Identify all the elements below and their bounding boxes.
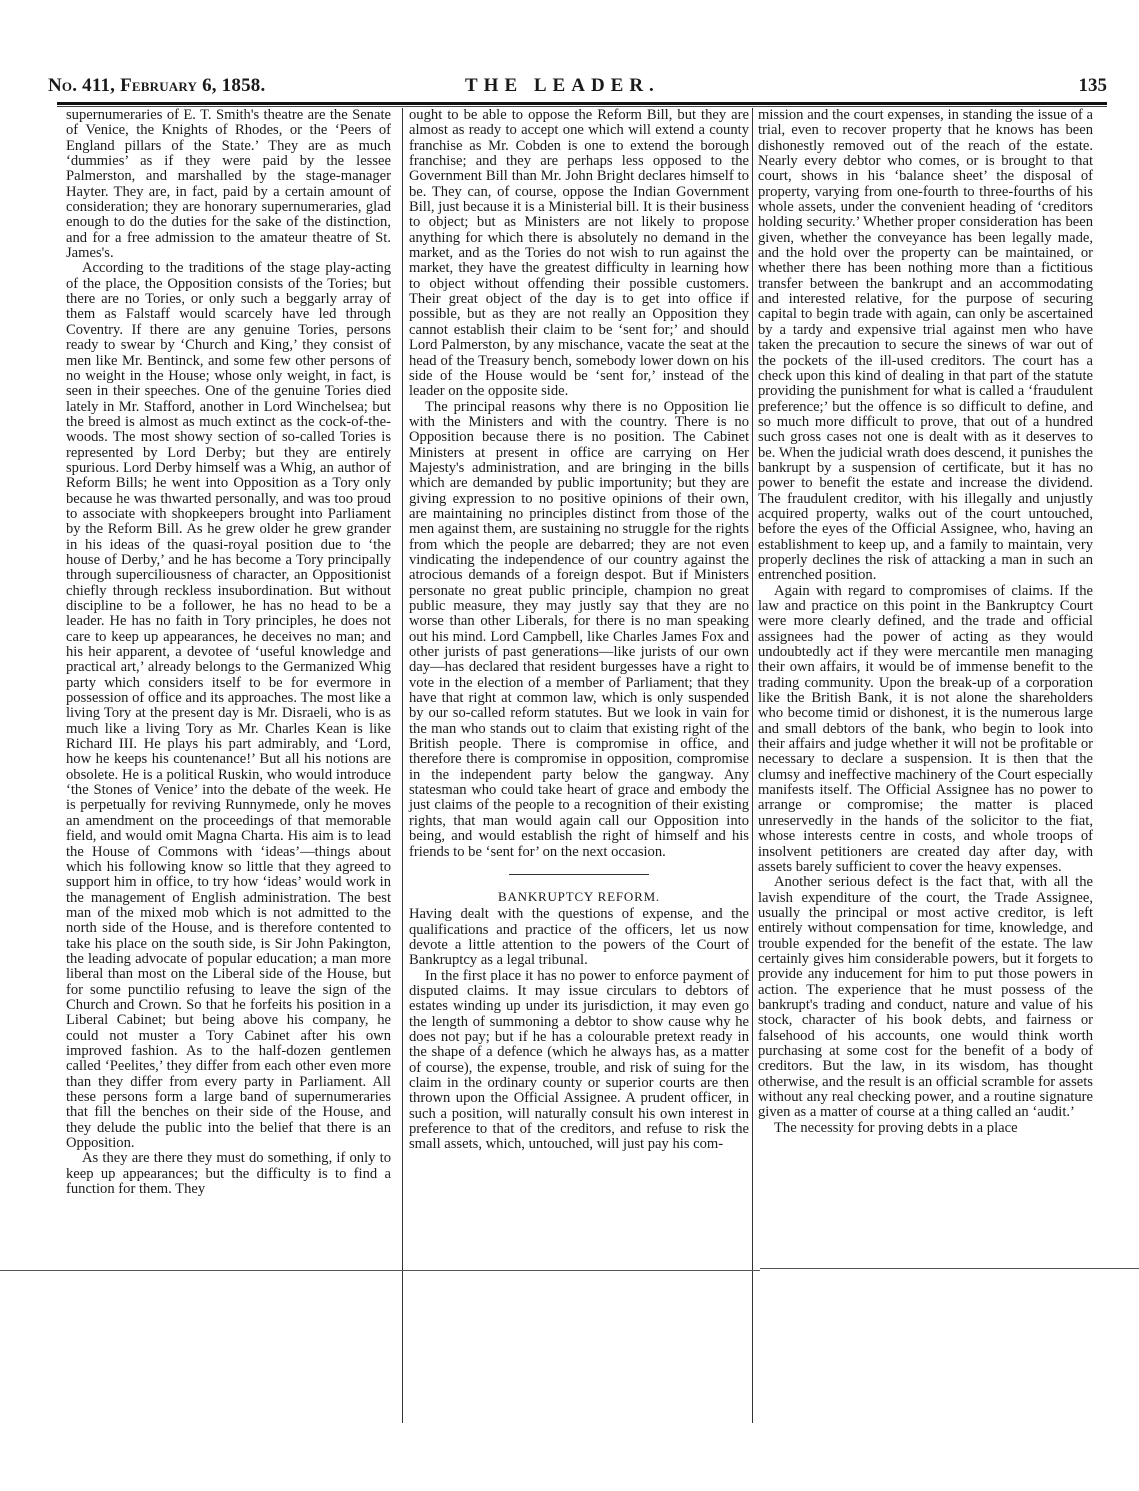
paragraph: mission and the court expenses, in standing the issue of a trial, even to recover property that he knows has been dishonestly removed out of the reach of the estate. Nearly every debtor who comes, or is brought to that court, shows in his ‘balance sheet’ the disposal of property, varying from one-fourth to three-fourths of his whole assets, under the convenient heading of ‘creditors holding security.’ Whether proper consideration has been given, whether the conveyance has been legally made, and the hold over the property can be maintained, or whether there has been nothing more than a fictitious transfer between the bankrupt and an accommodating and interested relative, for the purpose of securing capital to begin trade with again, can only be ascertained by a tardy and expensive trial against men who have taken the precaution to secure the sinews of war out of the pockets of the ill-used creditors. The court has a check upon this kind of dealing in that part of the statute providing the punishment for what is called a ‘fraudulent preference;’ but the offence is so difficult to define, and so much more difficult to prove, that out of a hundred such gross cases not one is dealt with as it deserves to be. When the judicial wrath does descend, it punishes the bankrupt by a suspension of certificate, but it has no power to benefit the estate and increase the dividend. The fraudulent creditor, with his illegally and unjustly acquired property, walks out of the court untouched, before the eyes of the Official Assignee, who, having an establishment to keep up, and a family to maintain, very properly declines the risk of attacking a man in such an entrenched position. — [758, 107, 1093, 584]
paragraph: ought to be able to oppose the Reform Bill, but they are almost as ready to accept one which will extend a county franchise as Mr. Cobden is one to extend the borough franchise; and they are perhaps less opposed to the Government Bill than Mr. John Bright declares himself to be. They can, of course, oppose the Indian Government Bill, just because it is a Ministerial bill. It is their business to object; but as Ministers are not likely to propose anything for which there is absolutely no demand in the market, and as the Tories do not wish to run against the market, they have the greatest difficulty in learning how to object without offending their possible customers. Their great object of the day is to get into office if possible, but as they are not really an Opposition they cannot establish their claim to be ‘sent for;’ and should Lord Palmerston, by any mischance, vacate the seat at the head of the Treasury bench, somebody lower down on his side of the House would be ‘sent for,’ instead of the leader on the opposite side. — [409, 107, 749, 400]
paragraph: The principal reasons why there is no Opposition lie with the Ministers and with the country. There is no Opposition because there is no position. The Cabinet Ministers at present in office are carrying on Her Majesty's administration, and are bringing in the bills which are demanded by public importunity; but they are giving expression to no positive opinions of their own, are maintaining no principles distinct from those of the men against them, are sustaining no struggle for the rights from which the people are debarred; they are not even vindicating the independence of our country against the atrocious demands of a foreign despot. But if Ministers personate no great public principle, champion no great public measure, they may justly say that they are no worse than other Liberals, for there is no man speaking out his mind. Lord Campbell, like Charles James Fox and other jurists of past generations—like jurists of our own day—has declared that resident burgesses have a right to vote in the election of a member of Parliament; that they have that right at common law, which is only suspended by our so-called reform statutes. But we look in vain for the man who stands out to claim that existing right of the British people. There is compromise in office, and therefore there is compromise in opposition, compromise in the independent party below the gangway. Any statesman who could take heart of grace and embody the just claims of the people to a recognition of their existing rights, that man would again call our Opposition into being, and would establish the right of himself and his friends to be ‘sent for’ on the next occasion. — [409, 398, 749, 860]
paragraph: supernumeraries of E. T. Smith's theatre are the Senate of Venice, the Knights of Rhodes, or the ‘Peers of England pillars of the State.’ They are as much ‘dummies’ as if they were paid by the lessee Palmerston, and marshalled by the stage-manager Hayter. They are, in fact, paid by a certain amount of consideration; they are honorary supernumeraries, glad enough to do the duties for the sake of the distinction, and for a free admission to the amateur theatre of St. James's. — [66, 107, 391, 262]
scan-fold-line — [0, 1270, 760, 1271]
paragraph: Another serious defect is the fact that, with all the lavish expenditure of the court, the Trade Assignee, usually the principal or most active creditor, is left entirely without compensation for time, knowledge, and trouble expended for the benefit of the estate. The law certainly gives him considerable powers, but it forgets to provide any inducement for him to put those powers in action. The experience that he must possess of the bankrupt's trading and conduct, nature and value of his stock, character of his book debts, and fairness or falsehood of his accounts, one would think worth purchasing at some cost for the benefit of a body of creditors. But the law, in its wisdom, has thought otherwise, and the result is an official scramble for assets without any real checking power, and a routine signature given as a matter of course at a thing called an ‘audit.’ — [758, 874, 1093, 1121]
column-right — [758, 108, 1093, 1136]
paragraph: The necessity for proving debts in a place — [774, 1119, 1018, 1136]
column-divider — [752, 108, 753, 1423]
newspaper-title: THE LEADER. — [465, 75, 660, 96]
column-divider — [402, 108, 403, 1423]
column-left — [66, 108, 391, 1197]
scan-fold-line — [760, 1268, 1139, 1269]
issue-date: No. 411, February 6, 1858. — [48, 75, 266, 96]
column-middle — [409, 108, 749, 1153]
page-number: 135 — [1078, 75, 1107, 96]
paragraph: In the first place it has no power to enforce payment of disputed claims. It may issue circulars to debtors of estates winding up under its jurisdiction, it may even go the length of summoning a debtor to show cause why he does not pay; but if he has a colourable pretext ready in the shape of a defence (which he always has, as a matter of course), the expense, trouble, and risk of suing for the claim in the ordinary county or superior courts are then thrown upon the Official Assignee. A prudent officer, in such a position, will naturally consult his own interest in preference to that of the creditors, and refuse to risk the small assets, which, untouched, will just pay his com- — [409, 967, 749, 1153]
section-heading: BANKRUPTCY REFORM. — [497, 888, 660, 904]
header-rule — [57, 102, 1107, 105]
masthead — [40, 75, 1125, 97]
paragraph: As they are there they must do something, if only to keep up appearances; but the difficulty is to find a function for them. They — [66, 1150, 391, 1198]
paragraph: According to the traditions of the stage play-acting of the place, the Opposition consists of the Tories; but there are no Tories, or only such a beggarly array of them as Falstaff would scarcely have led through Coventry. If there are any genuine Tories, persons ready to swear by ‘Church and King,’ they consist of men like Mr. Bentinck, and some few other persons of no weight in the House; whose only weight, in fact, is seen in their speeches. One of the genuine Tories died lately in Mr. Stafford, another in Lord Winchelsea; but the breed is almost as much extinct as the cock-of-the-woods. The most showy section of so-called Tories is represented by Lord Derby; but they are entirely spurious. Lord Derby himself was a Whig, an author of Reform Bills; he went into Opposition as a Tory only because he was thwarted personally, and was too proud to associate with shopkeepers brought into Parliament by the Reform Bill. As he grew older he grew grander in his ideas of the quasi-royal position due to ‘the house of Derby,’ and he has become a Tory principally through superciliousness of character, an Oppositionist chiefly through reckless insubordination. But without discipline to be a follower, he has no head to be a leader. He has no faith in Tory principles, he does not care to keep up appearances, he deceives no man; and his heir apparent, a devotee of ‘useful knowledge and practical art,’ already belongs to the Germanized Whig party which considers itself to be for evermore in possession of office and its approaches. The most like a living Tory at the present day is Mr. Disraeli, who is as much like a living Tory as Mr. Charles Kean is like Richard III. He plays his part admirably, and ‘Lord, how he keeps his countenance!’ But all his notions are obsolete. He is a political Ruskin, who would introduce ‘the Stones of Venice’ into the debate of the week. He is perpetually for reviving Runnymede, only he moves an amendment on the proceedings of that memorable field, and would omit Magna Charta. His aim is to lead the House of Commons with ‘ideas’—things about which his following know so little that they agreed to support him in office, to try how ‘ideas’ would work in the management of English administration. The best man of the mixed mob which is not admitted to the north side of the House, and is therefore contented to take his place on the south side, is Sir John Pakington, the leading advocate of popular education; a man more liberal than most on the Liberal side of the House, but for some punctilio refusing to leave the sign of the Church and Crown. So that he forfeits his position in a Liberal Cabinet; but being above his company, he could not muster a Tory Cabinet after his own improved fashion. As to the half-dozen gentlemen called ‘Peelites,’ they differ from each other even more than they differ from every party in Parliament. All these persons form a large band of supernumeraries that fill the benches on their side of the House, and they delude the public into the belief that there is an Opposition. — [66, 260, 391, 1152]
paragraph: Again with regard to compromises of claims. If the law and practice on this point in the Bankruptcy Court were more clearly defined, and the trade and official assignees had the power of acting as they would undoubtedly act if they were mercantile men managing their own affairs, it would be of immense benefit to the trading community. Upon the break-up of a corporation like the British Bank, it is not alone the shareholders who become timid or dishonest, it is the numerous large and small debtors of the bank, who begin to look into their affairs and judge whether it will not be profitable or necessary to declare a suspension. It is then that the clumsy and ineffective machinery of the Court especially manifests itself. The Official Assignee has no power to arrange or compromise; the matter is placed unreservedly in the hands of the solicitor to the fiat, whose interests centre in costs, and whole troops of insolvent petitioners are created day after day, with assets barely sufficient to cover the heavy expenses. — [758, 582, 1093, 875]
section-divider — [509, 874, 649, 875]
paragraph: Having dealt with the questions of expense, and the qualifications and practice of the officers, let us now devote a little attention to the powers of the Court of Bankruptcy as a legal tribunal. — [409, 906, 749, 969]
